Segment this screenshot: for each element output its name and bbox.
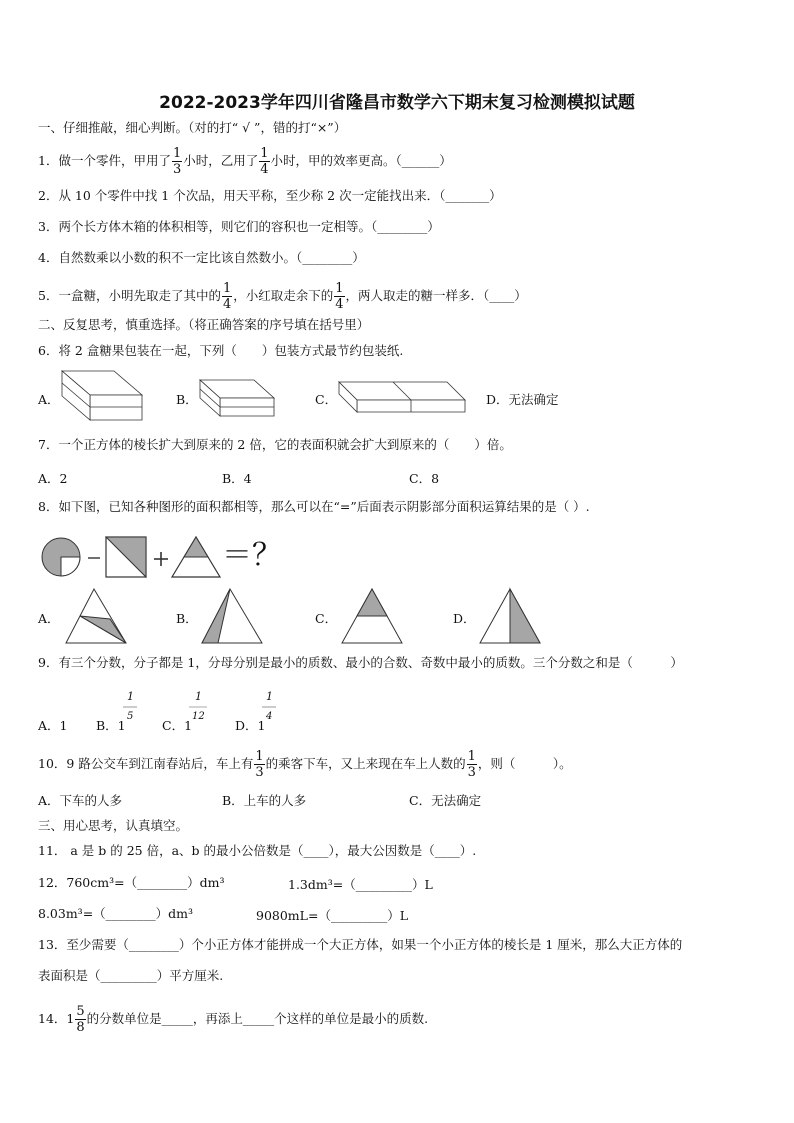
question-13-line-2: 表面积是（_________）平方厘米.	[38, 968, 224, 983]
question-13-line-1: 13．至少需要（________）个小正方体才能拼成一个大正方体，如果一个小正方体的棱长是 1 厘米，那么大正方体的	[38, 937, 683, 952]
question-2: 2．从 10 个零件中找 1 个次品，用天平称，至少称 2 次一定能找出来．（_______）	[38, 188, 502, 203]
question-11: 11． a 是 b 的 25 倍，a、b 的最小公倍数是（____），最大公因数是（____）.	[38, 843, 477, 858]
fraction: $\frac{1}{3}$	[467, 749, 476, 780]
q6-option-d: D．无法确定	[486, 392, 559, 407]
q6-option-c: C．	[315, 392, 338, 407]
q9-option-d: D．1 1 4	[235, 690, 273, 733]
q7-option-b: B．4	[222, 471, 252, 486]
question-14: 14．1 $\frac{5}{8}$ 的分数单位是_____，再添上_____个这样的单位是最小的质数.	[38, 1004, 429, 1035]
q8-option-b: B．	[176, 611, 198, 626]
question-10: 10．9 路公交车到江南春站后，车上有 $\frac{1}{3}$ 的乘客下车，又上来现在车上人数的 $\frac{1}{3}$ ，则（ ）。	[38, 749, 572, 780]
page-title: 2022-2023学年四川省隆昌市数学六下期末复习检测模拟试题	[159, 93, 635, 113]
q9-option-a: A．1	[38, 718, 68, 733]
q8-figure-d	[478, 587, 544, 645]
section-1-heading: 一、仔细推敲，细心判断。（对的打“ √ ”，错的打“×”）	[38, 120, 347, 135]
q9-option-c: C．1 1 12	[162, 690, 205, 733]
q7-option-c: C．8	[409, 471, 440, 486]
q6-figure-c	[337, 380, 469, 416]
equals-question: ＝？	[222, 538, 282, 573]
question-3: 3．两个长方体木箱的体积相等，则它们的容积也一定相等。（________）	[38, 219, 440, 234]
q6-figure-b	[198, 378, 278, 420]
q10-option-a: A．下车的人多	[38, 793, 123, 808]
q6-option-a: A．	[38, 392, 60, 407]
fraction: $\frac{1}{3}$	[255, 749, 264, 780]
q10-option-c: C．无法确定	[409, 793, 482, 808]
question-1: 1．做一个零件，甲用了 $\frac{1}{3}$ 小时，乙用了 $\frac{1}{4}$ 小时，甲的效率更高。（______）	[38, 146, 452, 177]
q6-figure-a	[58, 368, 148, 424]
section-3-heading: 三、用心思考，认真填空。	[38, 818, 189, 833]
question-5: 5．一盒糖，小明先取走了其中的 $\frac{1}{4}$ ，小红取走余下的 $\frac{1}{4}$ ，两人取走的糖一样多．（____）	[38, 281, 527, 312]
question-7: 7．一个正方体的棱长扩大到原来的 2 倍，它的表面积就会扩大到原来的（ ）倍。	[38, 437, 512, 452]
fraction: $\frac{1}{3}$	[172, 146, 182, 177]
q8-option-a: A．	[38, 611, 60, 626]
question-8: 8．如下图，已知各种图形的面积都相等，那么可以在“=”后面表示阴影部分面积运算结果的是（ ）.	[38, 499, 590, 514]
fraction: $\frac{5}{8}$	[76, 1004, 85, 1035]
q8-option-c: C．	[315, 611, 338, 626]
q8-figure-a	[64, 587, 128, 645]
q10-option-b: B．上车的人多	[222, 793, 307, 808]
fraction: $\frac{1}{4}$	[222, 281, 232, 312]
q7-option-a: A．2	[38, 471, 68, 486]
q8-equation-figure	[40, 533, 240, 581]
q8-figure-c	[340, 587, 406, 645]
question-12-part-4: 9080mL=（_________）L	[256, 908, 408, 923]
fraction: $\frac{1}{4}$	[260, 146, 269, 177]
q8-option-d: D．	[453, 611, 476, 626]
q6-option-b: B．	[176, 392, 198, 407]
fraction: $\frac{1}{4}$	[335, 281, 344, 312]
q9-option-b: B．1 1 5	[96, 690, 134, 733]
question-12-line-1: 12．760cm³=（________）dm³	[38, 875, 225, 890]
question-4: 4．自然数乘以小数的积不一定比该自然数小。（________）	[38, 250, 365, 265]
question-6: 6．将 2 盒糖果包装在一起，下列（ ）包装方式最节约包装纸.	[38, 343, 404, 358]
question-12-part-2: 1.3dm³=（_________）L	[288, 877, 433, 892]
section-2-heading: 二、反复思考，慎重选择。（将正确答案的序号填在括号里）	[38, 317, 370, 332]
q8-figure-b	[200, 587, 264, 645]
question-12-line-2: 8.03m³=（________）dm³	[38, 906, 194, 921]
question-9: 9．有三个分数，分子都是 1，分母分别是最小的质数、最小的合数、奇数中最小的质数。三个分数之和是（ ）	[38, 655, 683, 670]
